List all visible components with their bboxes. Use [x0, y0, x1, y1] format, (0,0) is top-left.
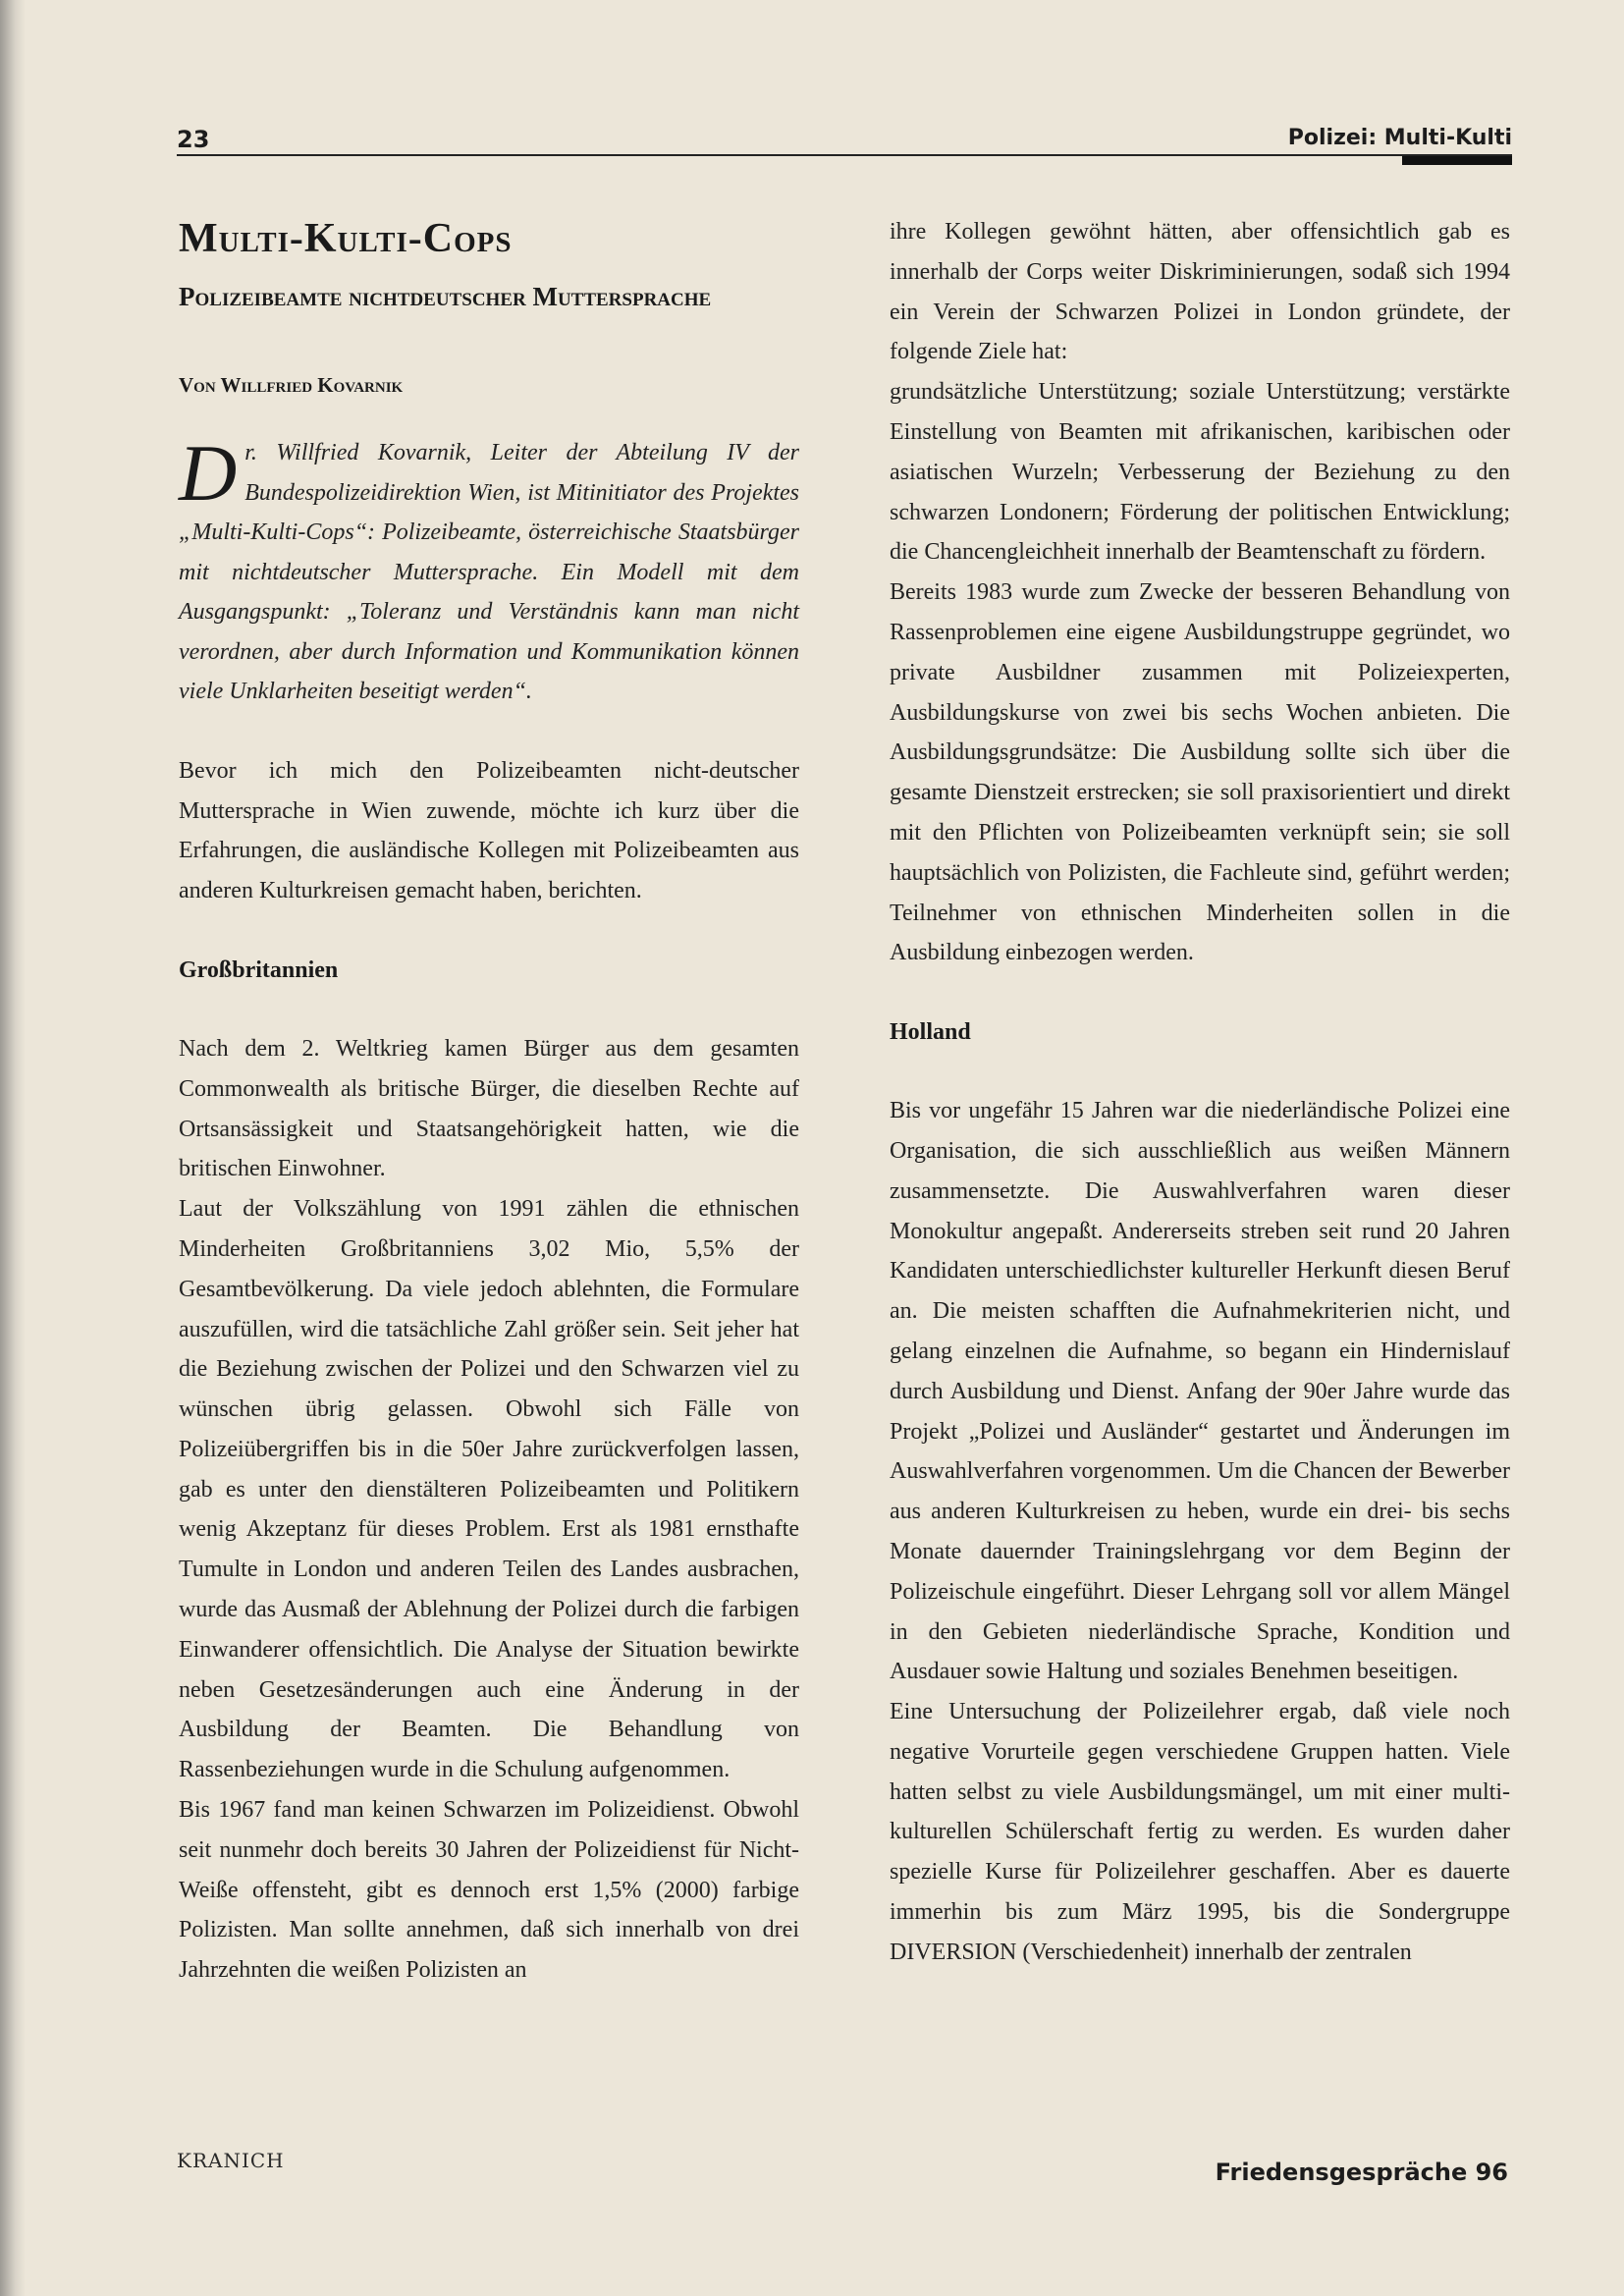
intro-paragraph: Bevor ich mich den Polizeibeamten nicht-deutscher Muttersprache in Wien zuwende, möchte ich kurz über die Erfahrungen, die ausländische Kollegen mit Polizeibeamten aus anderen Kulturkreisen gemacht haben, berichten. — [179, 757, 799, 904]
spacer — [179, 911, 799, 951]
britain-paragraph-1: Nach dem 2. Weltkrieg kamen Bürger aus dem gesamten Commonwealth als britische Bürger, die dieselben Rechte auf Ortsansässigkeit und Staatsangehörigkeit hatten, wie die britischen Einwohner. — [179, 1035, 799, 1182]
section-heading-holland: Holland — [890, 1019, 971, 1046]
spacer — [179, 712, 799, 751]
britain-paragraph-6: Bereits 1983 wurde zum Zwecke der besseren Behandlung von Rassenproblemen eine eigene Ausbildungstruppe gegründet, wo private Ausbildner zusammen mit Polizeiexperten, Ausbildungskurse von zwei bis sechs Wochen anbieten. Die Ausbildungsgrundsätze: Die Ausbildung sollte sich über die gesamte Dienstzeit erstrecken; sie soll praxisorientiert und direkt mit den Pflichten von Polizeibeamten verknüpft sein; sie soll hauptsächlich von Polizisten, die Fachleute sind, geführt werden; Teilnehmer von ethnischen Minderheiten sollen in die Ausbildung einbezogen werden. — [890, 579, 1510, 966]
page-number: 23 — [177, 126, 210, 153]
artist-signature: KRANICH — [177, 2149, 285, 2172]
article-title: Multi-Kulti-Cops — [179, 216, 513, 261]
article-subtitle: Polizeibeamte nichtdeutscher Muttersprache — [179, 282, 712, 312]
page-binding-shadow — [0, 0, 26, 2296]
page-header — [177, 122, 1512, 157]
section-title: Polizei: Multi-Kulti — [1287, 126, 1512, 150]
right-column — [890, 212, 1510, 1973]
holland-paragraph-1: Bis vor ungefähr 15 Jahren war die niederländische Polizei eine Organisation, die sich ausschließlich aus weißen Männern zusammensetzte. Die Auswahlverfahren waren dieser Monokultur angepaßt. Andererseits streben seit rund 20 Jahren Kandidaten unterschiedlichster kultureller Herkunft diesen Beruf an. Die meisten schafften die Aufnahmekriterien nicht, und gelang einzelnen die Aufnahme, so begann ein Hindernislauf durch Ausbildung und Dienst. Anfang der 90er Jahre wurde das Projekt „Polizei und Ausländer“ gestartet und Änderungen im Auswahlverfahren vorgenommen. Um die Chancen der Bewerber aus anderen Kulturkreisen zu heben, wurde ein drei- bis sechs Monate dauernder Trainingslehrgang vor dem Beginn der Polizeischule eingeführt. Dieser Lehrgang soll vor allem Mängel in den Gebieten niederländische Sprache, Kondition und Ausdauer sowie Haltung und soziales Benehmen beseitigen. — [890, 1098, 1510, 1685]
drop-cap: D — [179, 428, 238, 519]
section-heading-britain: Großbritannien — [179, 957, 339, 983]
left-column — [179, 214, 799, 1991]
article-lead — [179, 428, 799, 712]
article-byline: Von Willfried Kovarnik — [179, 373, 404, 398]
britain-paragraph-2: Laut der Volkszählung von 1991 zählen die ethnischen Minderheiten Großbritanniens 3,02 Mio, 5,5% der Gesamtbevölkerung. Da viele jedoch ablehnten, die Formulare auszufüllen, wird die tatsächliche Zahl größer sein. Seit jeher hat die Beziehung zwischen der Polizei und den Schwarzen viel zu wünschen übrig gelassen. Obwohl sich Fälle von Polizeiübergriffen bis in die 50er Jahre zurückverfolgen lassen, gab es unter den dienstälteren Polizeibeamten und Politikern wenig Akzeptanz für dieses Problem. Erst als 1981 ernsthafte Tumulte in London und anderen Teilen des Landes ausbrachen, wurde das Ausmaß der Ablehnung der Polizei durch die farbigen Einwanderer offensichtlich. Die Analyse der Situation bewirkte neben Gesetzesänderungen auch eine Änderung in der Ausbildung der Beamten. Die Behandlung von Rassenbeziehungen wurde in die Schulung aufgenommen. — [179, 1196, 799, 1783]
lead-text: r. Willfried Kovarnik, Leiter der Abteilung IV der Bundespolizeidirektion Wien, ist Mitinitiator des Projektes „Multi-Kulti-Cops“: Polizeibeamte, österreichische Staatsbürger mit nichtdeutscher Muttersprache. Ein Modell mit dem Ausgangspunkt: „Toleranz und Verständnis kann man nicht verordnen, aber durch Information und Kommunikation können viele Unklarheiten beseitigt werden“. — [179, 440, 799, 705]
holland-paragraph-2: Eine Untersuchung der Polizeilehrer ergab, daß viele noch negative Vorurteile gegen verschiedene Gruppen hatten. Viele hatten selbst zu viele Ausbildungsmängel, um mit einer multi-kulturellen Schülerschaft fertig zu werden. Es wurden daher spezielle Kurse für Polizeilehrer geschaffen. Aber es dauerte immerhin bis zum März 1995, bis die Sondergruppe DIVERSION (Verschiedenheit) innerhalb der zentralen — [890, 1699, 1510, 1965]
spacer — [179, 990, 799, 1029]
spacer — [890, 973, 1510, 1012]
britain-paragraph-4: ihre Kollegen gewöhnt hätten, aber offensichtlich gab es innerhalb der Corps weiter Diskriminierungen, sodaß sich 1994 ein Verein der Schwarzen Polizei in London gründete, der folgende Ziele hat: — [890, 219, 1510, 365]
publication-name: Friedensgespräche 96 — [1215, 2159, 1508, 2186]
britain-paragraph-5: grundsätzliche Unterstützung; soziale Unterstützung; verstärkte Einstellung von Beamten mit afrikanischen, karibischen oder asiatischen Wurzeln; Verbesserung der Beziehung zu den schwarzen Londonern; Förderung der politischen Entwicklung; die Chancengleichheit innerhalb der Beamtenschaft zu fördern. — [890, 379, 1510, 566]
header-rule-accent — [1402, 156, 1512, 165]
spacer — [890, 1052, 1510, 1091]
header-rule — [177, 154, 1512, 156]
britain-paragraph-3: Bis 1967 fand man keinen Schwarzen im Polizeidienst. Obwohl seit nunmehr doch bereits 30 Jahren der Polizeidienst für Nicht-Weiße offensteht, gibt es dennoch erst 1,5% (2000) farbige Polizisten. Man sollte annehmen, daß sich innerhalb von drei Jahrzehnten die weißen Polizisten an — [179, 1797, 799, 1984]
